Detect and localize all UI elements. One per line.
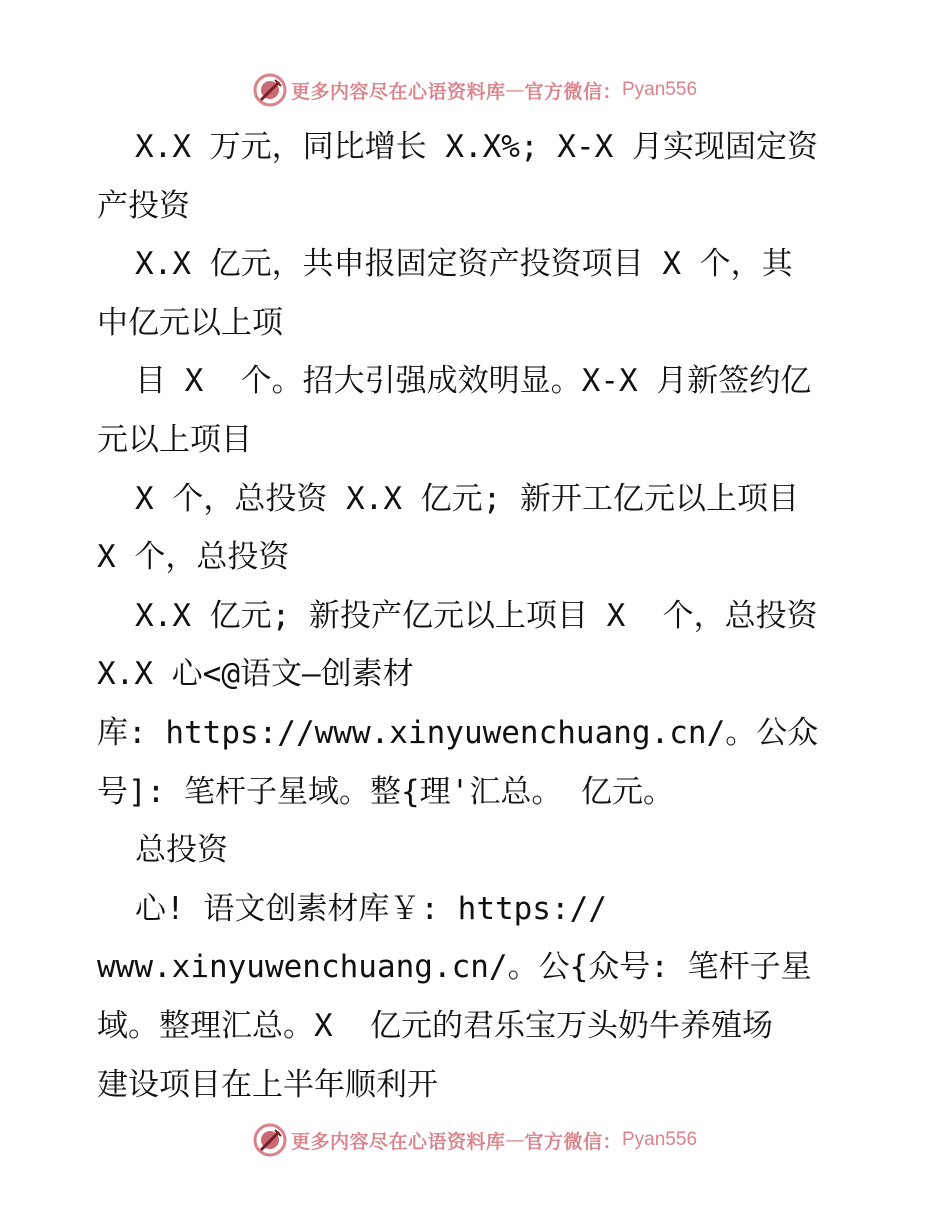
stamp-logo-icon <box>253 1123 287 1157</box>
text-line: 号]: 笔杆子星域。整{理'汇总。 亿元。 <box>97 773 674 810</box>
banner-slogan: 更多内容尽在心语资料库 <box>290 1130 506 1153</box>
text-line: 总投资 <box>135 832 228 869</box>
text-line: 产投资 <box>97 187 190 224</box>
text-line: 建设项目在上半年顺利开 <box>97 1066 438 1103</box>
stamp-logo-icon <box>253 73 287 107</box>
text-line: X.X 万元，同比增长 X.X%; X-X 月实现固定资 <box>135 129 818 165</box>
text-line: X 个，总投资 X.X 亿元; 新开工亿元以上项目 <box>135 480 799 517</box>
banner-wechat-id: Pyan556 <box>622 1129 698 1150</box>
text-line: X.X 亿元; 新投产亿元以上项目 X 个，总投资 <box>135 597 818 634</box>
banner-slogan: 更多内容尽在心语资料库 <box>290 80 506 103</box>
text-line: X.X 亿元，共申报固定资产投资项目 X 个，其 <box>135 246 793 283</box>
text-line: 目 X 个。招大引强成效明显。X-X 月新签约亿 <box>135 363 812 400</box>
text-line: X.X 心<@语文—创素材 <box>97 656 414 693</box>
text-line: 域。整理汇总。X 亿元的君乐宝万头奶牛养殖场 <box>97 1007 773 1044</box>
banner-wechat-label: 官方微信： <box>524 1130 622 1153</box>
banner-wechat-id: Pyan556 <box>622 79 698 100</box>
footer-banner <box>0 1120 950 1160</box>
text-line: 库: https://www.xinyuwenchuang.cn/。公众 <box>97 714 819 751</box>
text-line: www.xinyuwenchuang.cn/。公{众号: 笔杆子星 <box>97 949 812 986</box>
banner-separator: — <box>505 79 525 101</box>
document-body <box>97 118 927 1114</box>
text-line: X 个，总投资 <box>97 539 290 576</box>
text-line: 心! 语文创素材库￥: https:// <box>135 890 607 927</box>
banner-separator: — <box>505 1129 525 1151</box>
banner-wechat-label: 官方微信： <box>524 80 622 103</box>
header-banner <box>0 70 950 110</box>
text-line: 元以上项目 <box>97 421 252 458</box>
text-line: 中亿元以上项 <box>97 304 283 341</box>
